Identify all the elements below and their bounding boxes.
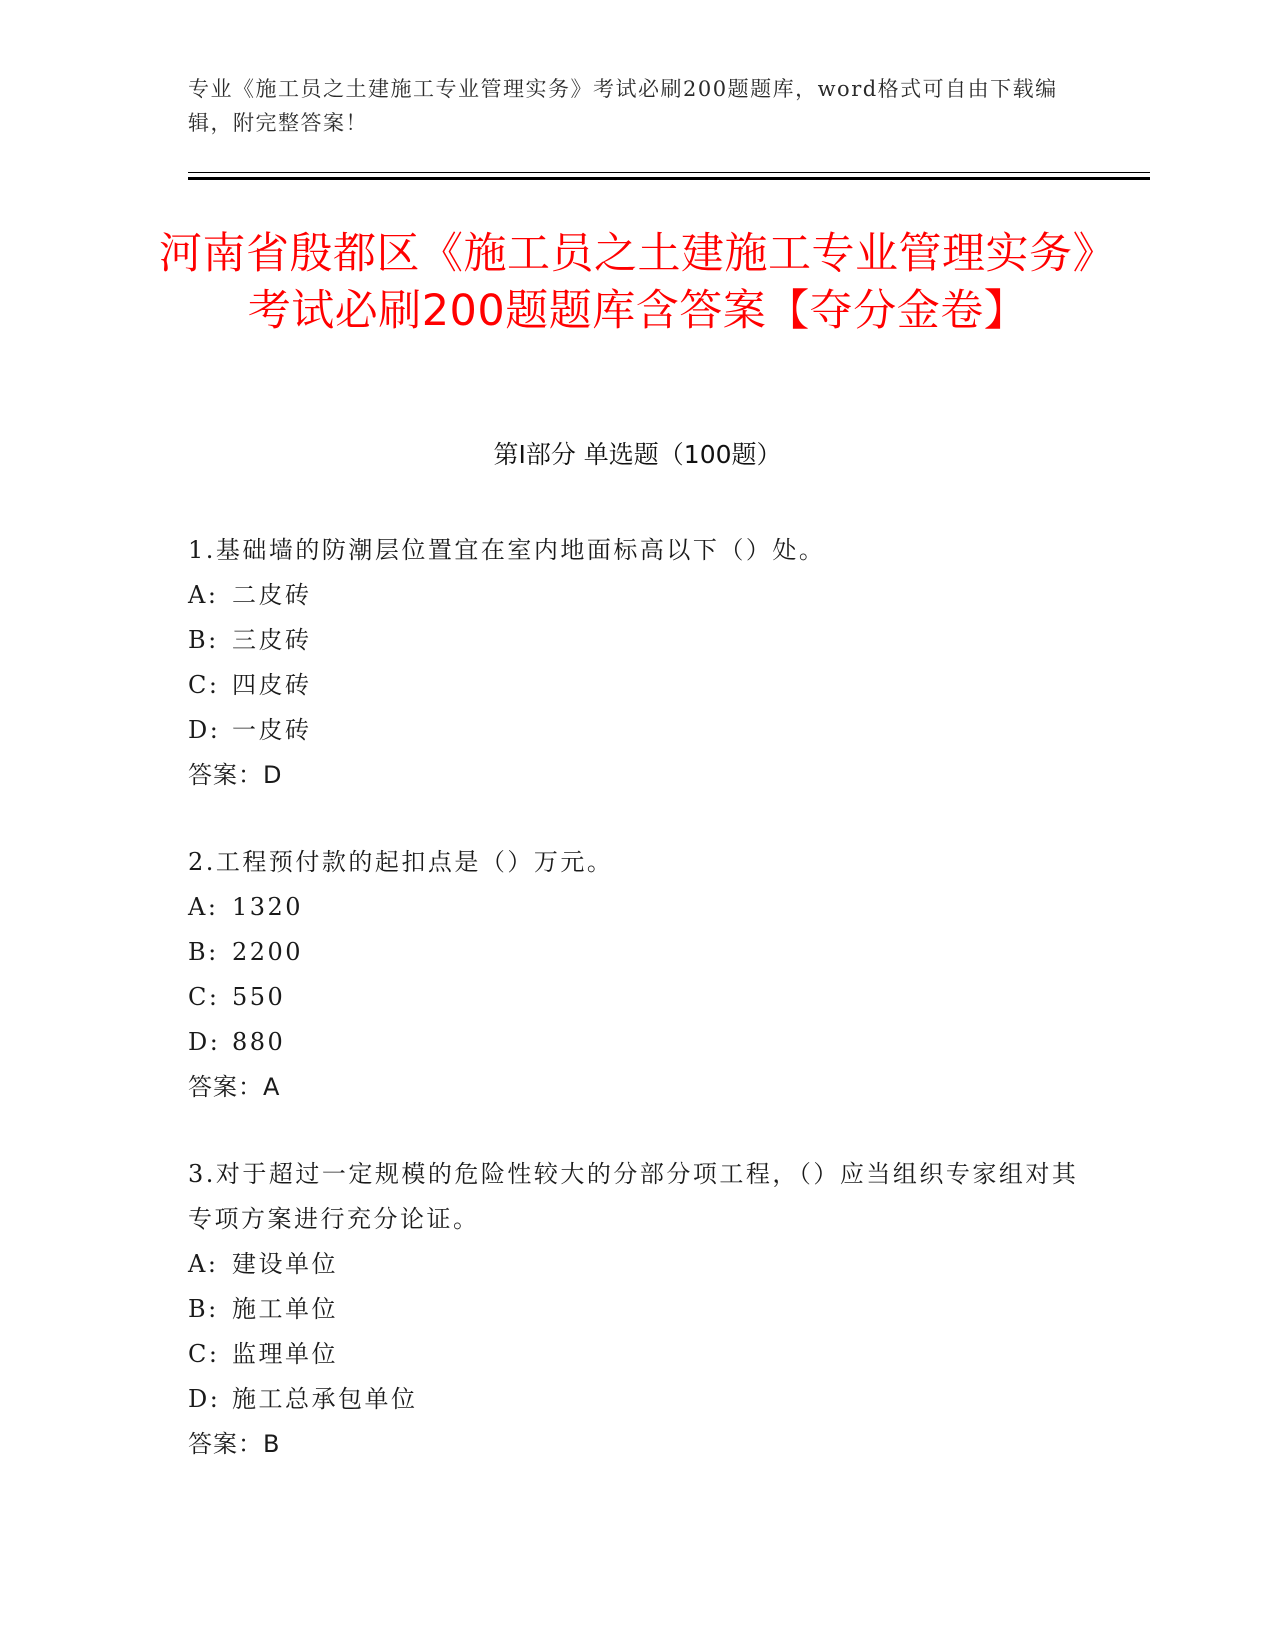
option-a xyxy=(188,573,1088,618)
option-text: 四皮砖 xyxy=(232,671,312,699)
option-letter: D: xyxy=(188,716,221,744)
option-text: 一皮砖 xyxy=(232,716,312,744)
question-3 xyxy=(188,1152,1088,1467)
option-b xyxy=(188,1287,1088,1332)
answer: 答案：A xyxy=(188,1073,281,1101)
option-a xyxy=(188,885,1088,930)
option-letter: A: xyxy=(188,893,219,921)
option-letter: C: xyxy=(188,1340,220,1368)
option-text: 施工总承包单位 xyxy=(232,1385,418,1413)
option-b xyxy=(188,930,1088,975)
header-divider-thin xyxy=(188,172,1150,173)
option-text: 550 xyxy=(232,983,286,1011)
option-text: 建设单位 xyxy=(232,1250,338,1278)
option-text: 1320 xyxy=(232,893,304,921)
option-letter: D: xyxy=(188,1028,221,1056)
option-text: 二皮砖 xyxy=(232,581,312,609)
answer: 答案：D xyxy=(188,761,283,789)
section-title: 第I部分 单选题（100题） xyxy=(493,440,782,469)
option-letter: B: xyxy=(188,938,219,966)
question-stem: 2.工程预付款的起扣点是（）万元。 xyxy=(188,848,614,876)
option-c xyxy=(188,1332,1088,1377)
option-d xyxy=(188,708,1088,753)
option-letter: C: xyxy=(188,983,220,1011)
option-letter: D: xyxy=(188,1385,221,1413)
header-note: 专业《施工员之土建施工专业管理实务》考试必刷200题题库，word格式可自由下载编辑，附完整答案！ xyxy=(188,77,1058,135)
option-b xyxy=(188,618,1088,663)
question-stem: 1.基础墙的防潮层位置宜在室内地面标高以下（）处。 xyxy=(188,536,826,564)
answer: 答案：B xyxy=(188,1430,281,1458)
option-c xyxy=(188,663,1088,708)
option-text: 三皮砖 xyxy=(232,626,312,654)
question-stem: 3.对于超过一定规模的危险性较大的分部分项工程，（）应当组织专家组对其专项方案进行充分论证。 xyxy=(188,1160,1079,1233)
question-1 xyxy=(188,528,1088,798)
option-d xyxy=(188,1020,1088,1065)
option-letter: B: xyxy=(188,626,219,654)
question-2 xyxy=(188,840,1088,1110)
option-text: 2200 xyxy=(232,938,304,966)
header-divider-thick xyxy=(188,177,1150,180)
option-text: 施工单位 xyxy=(232,1295,338,1323)
option-letter: C: xyxy=(188,671,220,699)
option-d xyxy=(188,1377,1088,1422)
question-list xyxy=(188,528,1088,1509)
option-c xyxy=(188,975,1088,1020)
option-a xyxy=(188,1242,1088,1287)
option-text: 880 xyxy=(232,1028,286,1056)
option-letter: B: xyxy=(188,1295,219,1323)
option-text: 监理单位 xyxy=(232,1340,338,1368)
option-letter: A: xyxy=(188,1250,219,1278)
document-title: 河南省殷都区《施工员之土建施工专业管理实务》考试必刷200题题库含答案【夺分金卷】 xyxy=(159,229,1116,336)
option-letter: A: xyxy=(188,581,219,609)
